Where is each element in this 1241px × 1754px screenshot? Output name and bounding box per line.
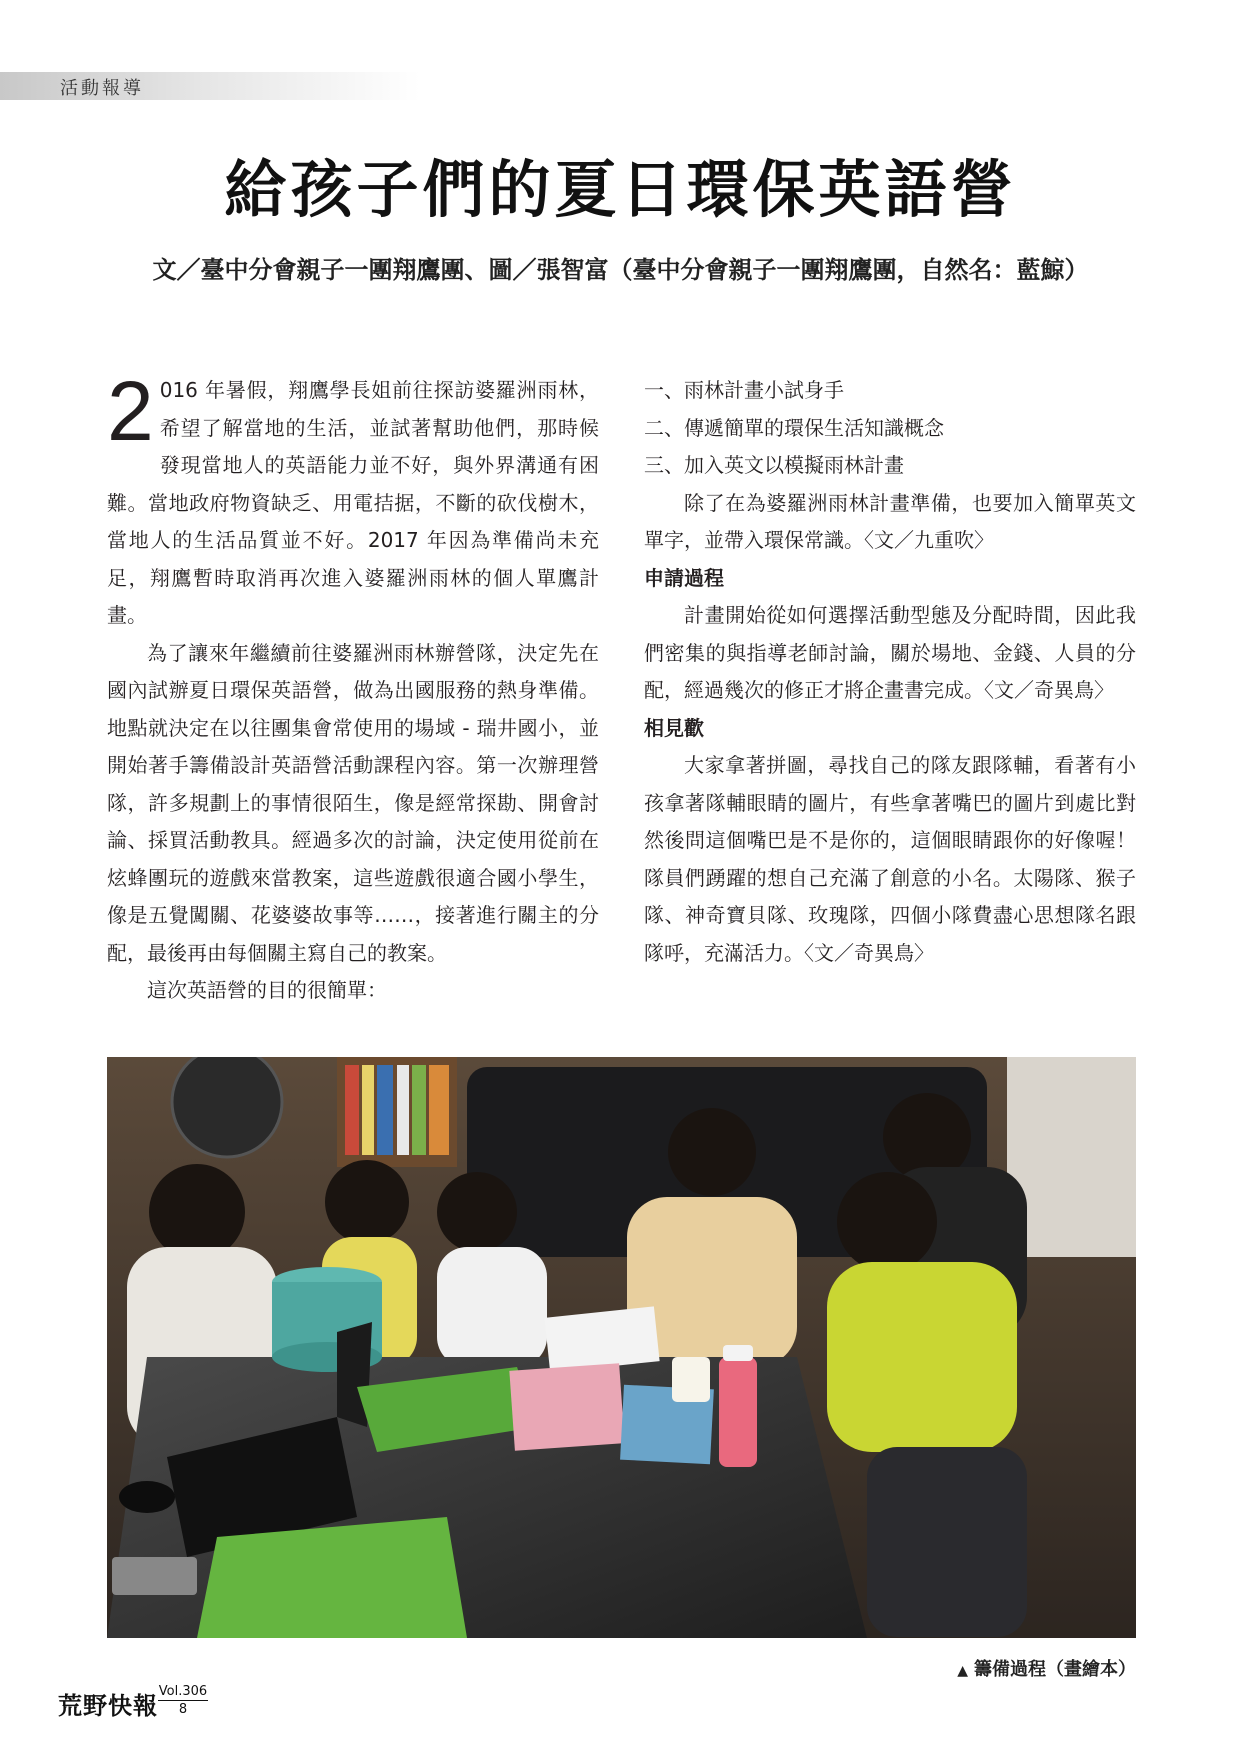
photo-caption-text: 籌備過程（畫繪本） bbox=[974, 1659, 1136, 1680]
volume-number: Vol.306 bbox=[158, 1684, 208, 1699]
section-label: 活動報導 bbox=[60, 78, 144, 99]
article-byline: 文／臺中分會親子一團翔鷹團、圖／張智富（臺中分會親子一團翔鷹團，自然名：藍鯨） bbox=[152, 256, 1089, 284]
paragraph-purpose: 這次英語營的目的很簡單： bbox=[147, 978, 387, 1002]
article-photo bbox=[107, 1057, 1136, 1638]
paragraph-planning: 為了讓來年繼續前往婆羅洲雨林辦營隊，決定先在國內試辦夏日環保英語營，做為出國服務的熱身準備。地點就決定在以往團集會常使用的場域 - 瑞井國小，並開始著手籌備設計英語營活動課程內容。第一次辦理營隊，許多規劃上的事情很陌生，像是經常探勘、開會討論、採買活動教具。經過多次的討論，決定使用從前在炫蜂團玩的遊戲來當教案，這些遊戲很適合國小學生，像是五覺闖關、花婆婆故事等……，接著進行關主的分配，最後再由每個關主寫自己的教案。 bbox=[107, 640, 599, 965]
drop-cap: 2 bbox=[107, 364, 154, 458]
paragraph-application: 計畫開始從如何選擇活動型態及分配時間，因此我們密集的與指導老師討論，關於場地、金錢、人員的分配，經過幾次的修正才將企畫書完成。〈文／奇異鳥〉 bbox=[644, 603, 1136, 702]
goal-item-2: 二、傳遞簡單的環保生活知識概念 bbox=[644, 415, 944, 440]
triangle-icon: ▲ bbox=[957, 1663, 968, 1679]
paragraph-intro-text: 016 年暑假，翔鷹學長姐前往探訪婆羅洲雨林，希望了解當地的生活，並試著幫助他們，那時候發現當地人的英語能力並不好，與外界溝通有困難。當地政府物資缺乏、用電拮据，不斷的砍伐樹木，當地人的生活品質並不好。2017 年因為準備尚未充足，翔鷹暫時取消再次進入婆羅洲雨林的個人單鷹計畫。 bbox=[107, 378, 599, 627]
magazine-logo: 荒野快報 bbox=[58, 1691, 158, 1720]
left-column bbox=[107, 364, 599, 1010]
volume-info bbox=[158, 1684, 208, 1717]
heading-meet: 相見歡 bbox=[644, 715, 704, 740]
page-number: 8 bbox=[178, 1702, 188, 1717]
photo-caption bbox=[957, 1655, 1136, 1681]
paragraph-intro bbox=[107, 364, 599, 635]
paragraph-meet: 大家拿著拼圖，尋找自己的隊友跟隊輔，看著有小孩拿著隊輔眼睛的圖片，有些拿著嘴巴的圖片到處比對然後問這個嘴巴是不是你的，這個眼睛跟你的好像喔！隊員們踴躍的想自己充滿了創意的小名。太陽隊、猴子隊、神奇寶貝隊、玫瑰隊，四個小隊費盡心思想隊名跟隊呼，充滿活力。〈文／奇異鳥〉 bbox=[644, 753, 1136, 965]
paragraph-preparation: 除了在為婆羅洲雨林計畫準備，也要加入簡單英文單字，並帶入環保常識。〈文／九重吹〉 bbox=[644, 490, 1136, 552]
photo-illustration bbox=[107, 1057, 1136, 1638]
heading-application: 申請過程 bbox=[644, 565, 724, 590]
goal-item-3: 三、加入英文以模擬雨林計畫 bbox=[644, 453, 904, 477]
right-column bbox=[644, 372, 1136, 972]
volume-divider bbox=[158, 1700, 208, 1701]
article-title: 給孩子們的夏日環保英語營 bbox=[224, 153, 1017, 226]
goal-item-1: 一、雨林計畫小試身手 bbox=[644, 378, 844, 402]
